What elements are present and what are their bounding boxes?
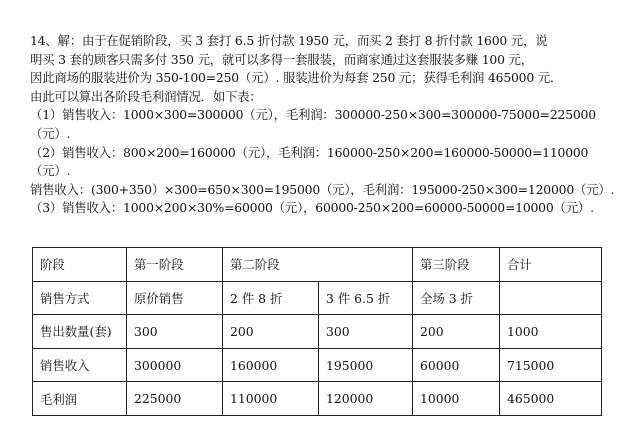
table-cell: 120000 xyxy=(319,382,413,416)
table-header-row xyxy=(33,248,602,282)
table-cell: 110000 xyxy=(223,382,319,416)
table-cell: 售出数量(套) xyxy=(33,315,127,349)
solution-line: （1）销售收入：1000×300=300000（元），毛利润：300000-250×300=300000-75000=225000 xyxy=(30,107,596,123)
table-row xyxy=(33,382,602,416)
table-cell: 160000 xyxy=(223,348,319,382)
table-cell: 原价销售 xyxy=(127,281,223,315)
solution-line: （元）. xyxy=(30,163,71,179)
solution-line: （3）销售收入：1000×200×30%=60000（元），60000-250×200=60000-50000=10000（元）. xyxy=(30,200,594,216)
table-cell: 60000 xyxy=(413,348,500,382)
table-row xyxy=(33,315,602,349)
solution-line: 14、解：由于在促销阶段，买 3 套打 6.5 折付款 1950 元，而买 2 套打 8 折付款 1600 元，说 xyxy=(30,33,548,48)
table-cell: 全场 3 折 xyxy=(413,281,500,315)
table-cell: 225000 xyxy=(127,382,223,416)
solution-text xyxy=(30,32,625,218)
solution-line: （2）销售收入：800×200=160000（元），毛利润：160000-250×200=160000-50000=110000 xyxy=(30,144,589,160)
solution-line: 因此商场的服装进价为 350-100=250（元）. 服装进价为每套 250 元；获得毛利润 465000 元． xyxy=(30,70,563,86)
table-header-cell: 第二阶段 xyxy=(223,248,413,282)
profit-table xyxy=(32,247,602,416)
table-cell: 10000 xyxy=(413,382,500,416)
table-cell: 300000 xyxy=(127,348,223,382)
solution-line: 销售收入：(300+350）×300=650×300=195000（元），毛利润：195000-250×300=120000（元）. xyxy=(30,181,615,197)
table-header-cell: 合计 xyxy=(500,248,602,282)
table-cell: 715000 xyxy=(500,348,602,382)
solution-line: （元）. xyxy=(30,125,71,141)
solution-line: 明买 3 套的顾客只需多付 350 元，就可以多得一套服装，而商家通过这套服装多赚 100 元， xyxy=(30,51,533,67)
table-cell: 1000 xyxy=(500,315,602,349)
table-row xyxy=(33,348,602,382)
table-cell: 200 xyxy=(223,315,319,349)
table-header-cell: 第一阶段 xyxy=(127,248,223,282)
table-cell: 3 件 6.5 折 xyxy=(319,281,413,315)
table-header-cell: 第三阶段 xyxy=(413,248,500,282)
table-cell xyxy=(500,281,602,315)
table-cell: 销售收入 xyxy=(33,348,127,382)
table-cell: 200 xyxy=(413,315,500,349)
table-cell: 465000 xyxy=(500,382,602,416)
table-cell: 195000 xyxy=(319,348,413,382)
table-cell: 毛利润 xyxy=(33,382,127,416)
table-cell: 2 件 8 折 xyxy=(223,281,319,315)
table-cell: 销售方式 xyxy=(33,281,127,315)
solution-line: 由此可以算出各阶段毛利润情况．如下表： xyxy=(30,88,262,104)
table-row xyxy=(33,281,602,315)
table-cell: 300 xyxy=(319,315,413,349)
table-header-cell: 阶段 xyxy=(33,248,127,282)
table-cell: 300 xyxy=(127,315,223,349)
